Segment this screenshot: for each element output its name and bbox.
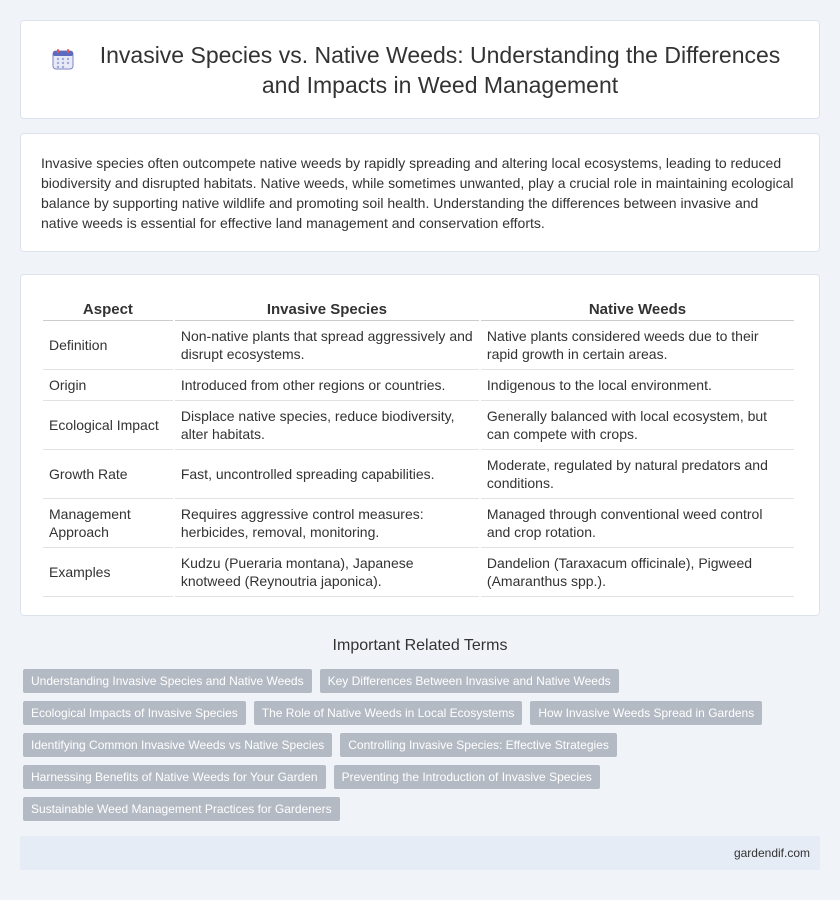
related-terms-list — [23, 669, 793, 821]
row-aspect: Origin — [43, 370, 173, 401]
row-native: Dandelion (Taraxacum officinale), Pigweed (Amaranthus spp.). — [481, 548, 794, 597]
row-native: Generally balanced with local ecosystem, but can compete with crops. — [481, 401, 794, 450]
table-header-row — [43, 295, 794, 321]
header-card — [20, 20, 820, 119]
table-row — [43, 499, 794, 548]
intro-card — [20, 133, 820, 252]
related-term-link[interactable]: Preventing the Introduction of Invasive Species — [334, 765, 600, 789]
row-native: Managed through conventional weed control and crop rotation. — [481, 499, 794, 548]
comparison-card — [20, 274, 820, 616]
row-native: Indigenous to the local environment. — [481, 370, 794, 401]
related-term-link[interactable]: Understanding Invasive Species and Native Weeds — [23, 669, 312, 693]
related-term-link[interactable]: Identifying Common Invasive Weeds vs Native Species — [23, 733, 332, 757]
related-term-link[interactable]: Key Differences Between Invasive and Native Weeds — [320, 669, 619, 693]
intro-text: Invasive species often outcompete native weeds by rapidly spreading and altering local ecosystems, leading to reduced biodiversity and disrupted habitats. Native weeds, while sometimes unwanted, play a crucial role in maintaining ecological balance by supporting native wildlife and promoting soil health. Understanding the differences between invasive and native weeds is essential for effective land management and conservation efforts. — [41, 155, 794, 231]
related-terms-title: Important Related Terms — [332, 637, 508, 654]
header-invasive: Invasive Species — [175, 295, 479, 321]
row-invasive: Non-native plants that spread aggressively and disrupt ecosystems. — [175, 321, 479, 370]
header-native: Native Weeds — [481, 295, 794, 321]
row-aspect: Ecological Impact — [43, 401, 173, 450]
row-aspect: Management Approach — [43, 499, 173, 548]
row-invasive: Fast, uncontrolled spreading capabilities. — [175, 450, 479, 499]
row-aspect: Growth Rate — [43, 450, 173, 499]
table-row — [43, 450, 794, 499]
related-term-link[interactable]: Harnessing Benefits of Native Weeds for Your Garden — [23, 765, 326, 789]
row-native: Native plants considered weeds due to their rapid growth in certain areas. — [481, 321, 794, 370]
table-row — [43, 401, 794, 450]
row-invasive: Displace native species, reduce biodiversity, alter habitats. — [175, 401, 479, 450]
page-title: Invasive Species vs. Native Weeds: Understanding the Differences and Impacts in Weed Management — [99, 41, 781, 98]
header-aspect: Aspect — [43, 295, 173, 321]
table-row — [43, 321, 794, 370]
row-aspect: Examples — [43, 548, 173, 597]
table-row — [43, 370, 794, 401]
row-invasive: Introduced from other regions or countries. — [175, 370, 479, 401]
footer — [20, 836, 820, 870]
related-term-link[interactable]: Ecological Impacts of Invasive Species — [23, 701, 246, 725]
related-term-link[interactable]: The Role of Native Weeds in Local Ecosystems — [254, 701, 523, 725]
row-native: Moderate, regulated by natural predators and conditions. — [481, 450, 794, 499]
row-invasive: Kudzu (Pueraria montana), Japanese knotweed (Reynoutria japonica). — [175, 548, 479, 597]
related-term-link[interactable]: Controlling Invasive Species: Effective Strategies — [340, 733, 617, 757]
related-term-link[interactable]: Sustainable Weed Management Practices for Gardeners — [23, 797, 340, 821]
site-name[interactable]: gardendif.com — [733, 846, 810, 860]
comparison-table — [41, 295, 796, 597]
related-term-link[interactable]: How Invasive Weeds Spread in Gardens — [530, 701, 762, 725]
table-row — [43, 548, 794, 597]
row-aspect: Definition — [43, 321, 173, 370]
row-invasive: Requires aggressive control measures: herbicides, removal, monitoring. — [175, 499, 479, 548]
